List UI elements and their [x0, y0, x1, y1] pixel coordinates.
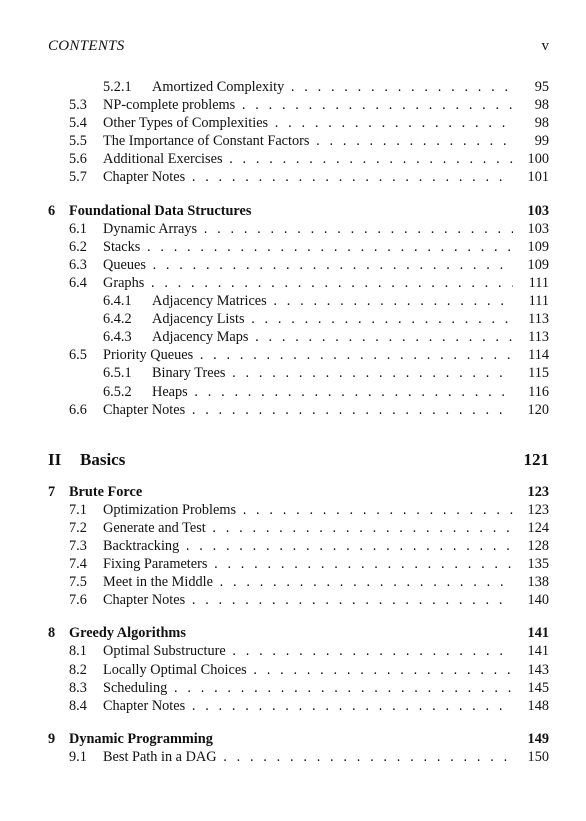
toc-entry-number: 6.1 [69, 220, 87, 237]
toc-entry-title: Graphs . . . [103, 274, 517, 292]
toc-entry-chapter [48, 730, 549, 748]
toc-entry-title: Optimization Problems . . . [103, 501, 517, 519]
toc-entry-page: 123 [513, 483, 549, 501]
toc-entry-title: Amortized Complexity . . . [152, 78, 517, 96]
toc-entry-number: 7.4 [69, 556, 87, 573]
toc-entry-section [48, 555, 549, 573]
toc-entry-title: Chapter Notes . . . [103, 697, 517, 715]
toc-entry-page: 135 [513, 555, 549, 573]
toc-entry-chapter [48, 624, 549, 642]
toc-entry-part [48, 449, 549, 471]
toc-entry-number: 6.2 [69, 238, 87, 255]
toc-entry-page: 101 [513, 168, 549, 186]
toc-entry-section [48, 114, 549, 132]
toc-entry-number: 6.5 [69, 347, 87, 364]
toc-entry-number: 9 [48, 730, 56, 747]
toc-entry-page: 113 [513, 328, 549, 346]
toc-entry-number: 8 [48, 625, 56, 642]
toc-entry-page: 143 [513, 661, 549, 679]
toc-entry-title: Adjacency Matrices . . . [152, 292, 517, 310]
toc-entry-title: Chapter Notes . . . [103, 591, 517, 609]
toc-entry-number: 6.6 [69, 401, 87, 418]
table-of-contents [48, 78, 549, 766]
toc-entry-page: 141 [513, 642, 549, 660]
toc-entry-section [48, 679, 549, 697]
toc-entry-title: Chapter Notes . . . [103, 168, 517, 186]
toc-entry-section [48, 132, 549, 150]
toc-entry-section [48, 537, 549, 555]
toc-entry-page: 128 [513, 537, 549, 555]
toc-entry-number: 6.4.1 [103, 293, 132, 310]
toc-entry-section [48, 168, 549, 186]
toc-entry-subsection [48, 310, 549, 328]
toc-entry-title: Dynamic Arrays . . . [103, 220, 517, 238]
toc-entry-title: Priority Queues . . . [103, 346, 517, 364]
toc-entry-page: 145 [513, 679, 549, 697]
toc-entry-number: 7.3 [69, 537, 87, 554]
toc-entry-number: 7.2 [69, 519, 87, 536]
toc-entry-section [48, 591, 549, 609]
toc-entry-title: Generate and Test . . . [103, 519, 517, 537]
toc-entry-subsection [48, 364, 549, 382]
toc-entry-page: 140 [513, 591, 549, 609]
running-header [48, 38, 549, 55]
running-header-title: CONTENTS [48, 38, 125, 54]
toc-entry-page: 109 [513, 256, 549, 274]
toc-entry-title: Foundational Data Structures [69, 202, 252, 219]
toc-entry-section [48, 501, 549, 519]
toc-entry-number: 7.5 [69, 574, 87, 591]
toc-entry-page: 124 [513, 519, 549, 537]
toc-entry-page: 121 [513, 449, 549, 471]
toc-entry-section [48, 346, 549, 364]
toc-entry-number: 5.3 [69, 97, 87, 114]
toc-entry-page: 95 [513, 78, 549, 96]
toc-entry-title: Adjacency Lists . . . [152, 310, 517, 328]
toc-entry-title: Heaps . . . [152, 383, 517, 401]
page-number: v [541, 38, 549, 54]
toc-entry-number: 6.4.3 [103, 329, 132, 346]
toc-entry-subsection [48, 292, 549, 310]
toc-entry-title: Best Path in a DAG . . . [103, 748, 517, 766]
toc-entry-subsection [48, 328, 549, 346]
toc-entry-number: 5.7 [69, 169, 87, 186]
toc-entry-title: Fixing Parameters . . . [103, 555, 517, 573]
toc-entry-page: 149 [513, 730, 549, 748]
toc-entry-section [48, 642, 549, 660]
toc-entry-page: 113 [513, 310, 549, 328]
toc-entry-title: Other Types of Complexities . . . [103, 114, 517, 132]
toc-entry-section [48, 238, 549, 256]
toc-entry-number: 6.5.2 [103, 383, 132, 400]
toc-entry-page: 115 [513, 364, 549, 382]
toc-entry-section [48, 573, 549, 591]
toc-entry-title: Stacks . . . [103, 238, 517, 256]
toc-entry-chapter [48, 202, 549, 220]
toc-entry-title: Binary Trees . . . [152, 364, 517, 382]
toc-entry-page: 150 [513, 748, 549, 766]
toc-entry-title: Backtracking . . . [103, 537, 517, 555]
toc-entry-title: The Importance of Constant Factors . . . [103, 132, 517, 150]
toc-entry-title: Meet in the Middle . . . [103, 573, 517, 591]
toc-entry-number: 8.4 [69, 697, 87, 714]
toc-entry-number: 5.4 [69, 115, 87, 132]
toc-entry-section [48, 401, 549, 419]
toc-entry-number: 6.5.1 [103, 365, 132, 382]
toc-entry-section [48, 256, 549, 274]
toc-entry-page: 116 [513, 383, 549, 401]
toc-entry-number: 9.1 [69, 748, 87, 765]
toc-entry-page: 103 [513, 202, 549, 220]
toc-entry-page: 109 [513, 238, 549, 256]
toc-entry-title: NP-complete problems . . . [103, 96, 517, 114]
toc-entry-title: Basics [80, 449, 126, 469]
toc-entry-page: 138 [513, 573, 549, 591]
toc-entry-page: 98 [513, 96, 549, 114]
toc-entry-title: Additional Exercises . . . [103, 150, 517, 168]
toc-entry-chapter [48, 483, 549, 501]
toc-entry-number: 7 [48, 483, 56, 500]
toc-entry-page: 148 [513, 697, 549, 715]
toc-entry-page: 111 [513, 292, 549, 310]
toc-entry-section [48, 96, 549, 114]
toc-entry-title: Brute Force [69, 483, 143, 500]
toc-entry-page: 103 [513, 220, 549, 238]
toc-entry-section [48, 220, 549, 238]
toc-entry-section [48, 519, 549, 537]
toc-entry-number: 6.4 [69, 274, 87, 291]
toc-entry-number: 5.5 [69, 133, 87, 150]
toc-entry-title: Greedy Algorithms [69, 625, 186, 642]
toc-entry-number: 5.2.1 [103, 79, 132, 95]
toc-entry-section [48, 748, 549, 766]
toc-entry-number: 7.6 [69, 592, 87, 609]
toc-entry-number: 6 [48, 202, 56, 219]
toc-entry-section [48, 661, 549, 679]
toc-entry-title: Locally Optimal Choices . . . [103, 661, 517, 679]
toc-entry-subsection [48, 78, 549, 96]
toc-entry-page: 98 [513, 114, 549, 132]
toc-entry-title: Optimal Substructure . . . [103, 642, 517, 660]
toc-entry-number: 8.3 [69, 679, 87, 696]
toc-entry-title: Chapter Notes . . . [103, 401, 517, 419]
toc-entry-page: 99 [513, 132, 549, 150]
toc-entry-section [48, 150, 549, 168]
toc-entry-number: 5.6 [69, 151, 87, 168]
toc-entry-section [48, 274, 549, 292]
toc-entry-title: Queues . . . [103, 256, 517, 274]
toc-entry-section [48, 697, 549, 715]
toc-entry-page: 141 [513, 624, 549, 642]
toc-entry-page: 123 [513, 501, 549, 519]
toc-entry-title: Adjacency Maps . . . [152, 328, 517, 346]
toc-entry-page: 111 [513, 274, 549, 292]
toc-entry-number: 8.1 [69, 643, 87, 660]
toc-entry-number: II [48, 449, 62, 469]
toc-entry-page: 114 [513, 346, 549, 364]
toc-entry-title: Dynamic Programming [69, 730, 213, 747]
toc-entry-number: 8.2 [69, 661, 87, 678]
toc-entry-subsection [48, 383, 549, 401]
toc-entry-number: 6.4.2 [103, 311, 132, 328]
toc-entry-page: 100 [513, 150, 549, 168]
toc-entry-page: 120 [513, 401, 549, 419]
toc-entry-title: Scheduling . . . [103, 679, 517, 697]
toc-entry-number: 6.3 [69, 256, 87, 273]
toc-entry-number: 7.1 [69, 501, 87, 518]
